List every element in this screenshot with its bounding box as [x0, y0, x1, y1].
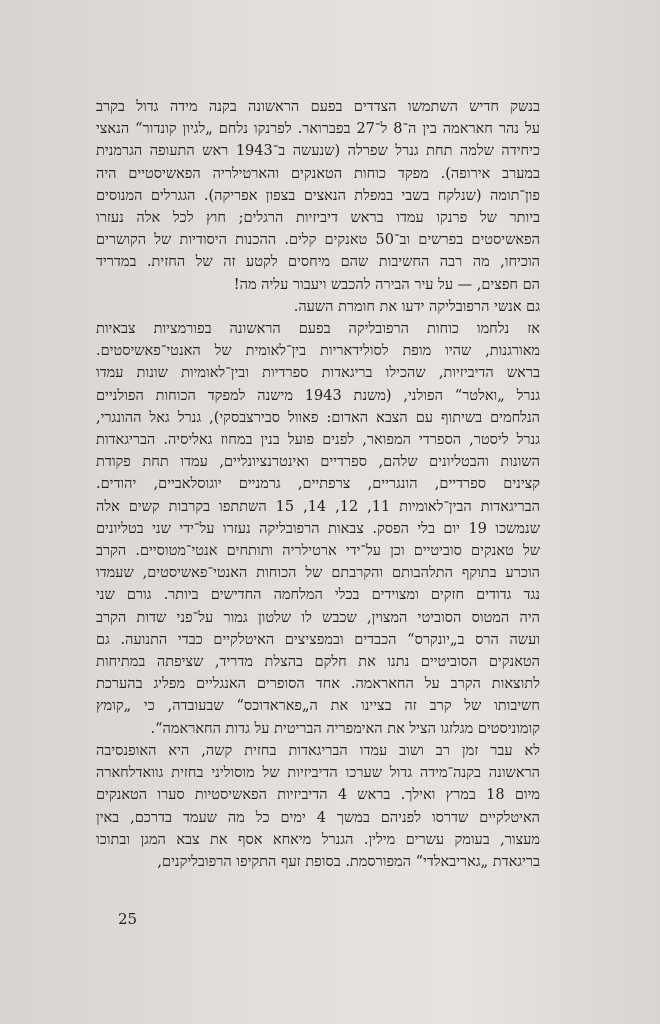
- text-line: במערב אירופה). מפקד כוחות הטאנקים והארטילריה הפאשיסטיים היה: [96, 165, 540, 182]
- text-line: שנמשכו 19 יום בלי הפסק. צבאות הרפובליקה נעזרו על־ידי שני בטליונים: [96, 520, 540, 537]
- body-text: [96, 96, 558, 873]
- text-line: מעצור, בעומק עשרים מילין. הגנרל מיאחא אסף את צבא המגן ובתוכו: [96, 831, 540, 848]
- text-line: פון־תומה (שנלקח בשבי במפלת הנאצים בצפון אפריקה). הגגרלים המנוסים: [96, 187, 540, 204]
- text-line: לתוצאות הקרב על החאראמה. אחד הסופרים האנגליים מפליג בהערכת: [96, 676, 540, 693]
- text-line: קומוניסטים מגלזגו הציל את האימפריה הבריטית על גדות החאראמה“.: [150, 720, 540, 737]
- text-line: ביותר של פרנקו עמדו בראש דיביזיות הרגלים; חוץ לכל אלה נעזרו: [96, 210, 540, 227]
- text-line: הנלחמים בשיתוף עם הצבא האדום: פאוול סבירצבסקי), גנרל גאל ההונגרי,: [96, 409, 540, 426]
- text-line: הפאשיסטים בפרשים וב־50 טאנקים קלים. ההכנות היסודיות של הקושרים: [96, 232, 540, 249]
- paragraph: [96, 740, 558, 873]
- paragraph: [96, 318, 558, 740]
- text-line: בריגאדת „גאריבאלדי“ המפורסמת. בסופת זעף התקיפו הרפובליקנים,: [157, 853, 540, 870]
- text-line: לא עבר זמן רב ושוב עמדו הבריגאדות בחזית קשה, היא האופנסיבה: [96, 742, 540, 759]
- text-line: חשיבותו של קרב זה בציינו את ה„פאראדוכס“ שבעובדה, כי „קומץ: [96, 698, 540, 715]
- text-line: הוכיחו, מה רבה החשיבות שהם מיחסים לקטע זה של החזית. במדריד: [96, 254, 540, 271]
- text-line: הטאנקים הסוביטיים נתנו את חלקם בהצלת מדריד, שציפתה במתיחות: [96, 654, 540, 671]
- page-number: 25: [118, 910, 138, 928]
- text-line: הוכרע בתוקף התלהבותם והקרבתם של הכוחות האנטי־פאשיסטים, שעמדו: [96, 565, 540, 582]
- text-line: גנרל ליסטר, הספרדי המפואר, לפנים פועל בנין במחוז גאליסיה. הבריגאדות: [96, 432, 540, 449]
- text-line: האיטלקיים שדרסו לפניהם במשך 4 ימים כל מה שעמד בדרכם, באין: [96, 809, 541, 826]
- text-line: השונות והבטליונים שלהם, ספרדיים ואינטרנציונליים, עמדו תחת פקודת: [96, 454, 540, 471]
- text-line: של טאנקים סוביטיים וכן על־ידי ארטילריה ותותחים אנטי־מטוסיים. הקרב: [96, 543, 540, 560]
- text-line: כיחידה שלמה תחת גנרל שפרלה (שנעשה ב־1943 ראש התעופה הגרמנית: [96, 143, 540, 160]
- text-line: בנשק חדיש השתמשו הצדדים בפעם הראשונה בקנה מידה גדול בקרב: [96, 99, 540, 115]
- text-line: גם אנשי הרפובליקה ידעו את חומרת השעה.: [293, 298, 540, 315]
- text-line: קצינים ספרדיים, הונגריים, צרפתיים, גרמניים יוגוסלאביים, יהודים.: [96, 476, 540, 493]
- text-line: הראשונה בקנה־מידה גדול שערכו הדיביזיות של מוסוליני בחזית גוואדלחארה: [96, 765, 540, 782]
- paragraph: [96, 296, 558, 318]
- text-line: מאורגנות, שהיו מופת לסולידאריות בין־לאומית של האנטי־פאשיסטים.: [96, 343, 540, 360]
- text-line: גנרל „ואלטר“ הפולני, (משנת 1943 מישנה למפקד הכוחות הפולניים: [96, 387, 540, 404]
- text-line: הם חפצים, — על עיר הבירה להכבש ויעבור עליה מה!: [233, 276, 540, 293]
- text-line: היה המטוס הסוביטי המצוין, שכבש לו שלטון גמור על־פני שדות הקרב: [96, 609, 540, 626]
- text-line: נגד גדודים חזקים ומצוידים בכלי המלחמה החדישים ביותר. גורם שני: [96, 587, 540, 604]
- text-line: ועשה הרס ב„יונקרס“ הכבדים ובמפציצים האיטלקיים כבדי התנועה. גם: [96, 631, 540, 648]
- paragraph: [96, 96, 558, 296]
- text-line: על נהר חאראמה בין ה־8 ל־27 בפברואר. לפרנקו נלחם „לגיון קונדור“ הנאצי: [96, 121, 540, 138]
- text-line: אז נלחמו כוחות הרפובליקה בפעם הראשונה בפורמציות צבאיות: [96, 321, 540, 338]
- text-line: מיום 18 במרץ ואילך. בראש 4 הדיביזיות הפאשיסטיות סערו הטאנקים: [96, 787, 541, 804]
- text-line: הבריגאדות הבין־לאומיות 11, 12, 14, 15 השתתפו בקרבות קשים אלה: [96, 498, 541, 515]
- text-line: בראש הדיביזיות, שהכילו בריגאדות ספרדיות ובין־לאומיות שונות עמדו: [96, 365, 540, 382]
